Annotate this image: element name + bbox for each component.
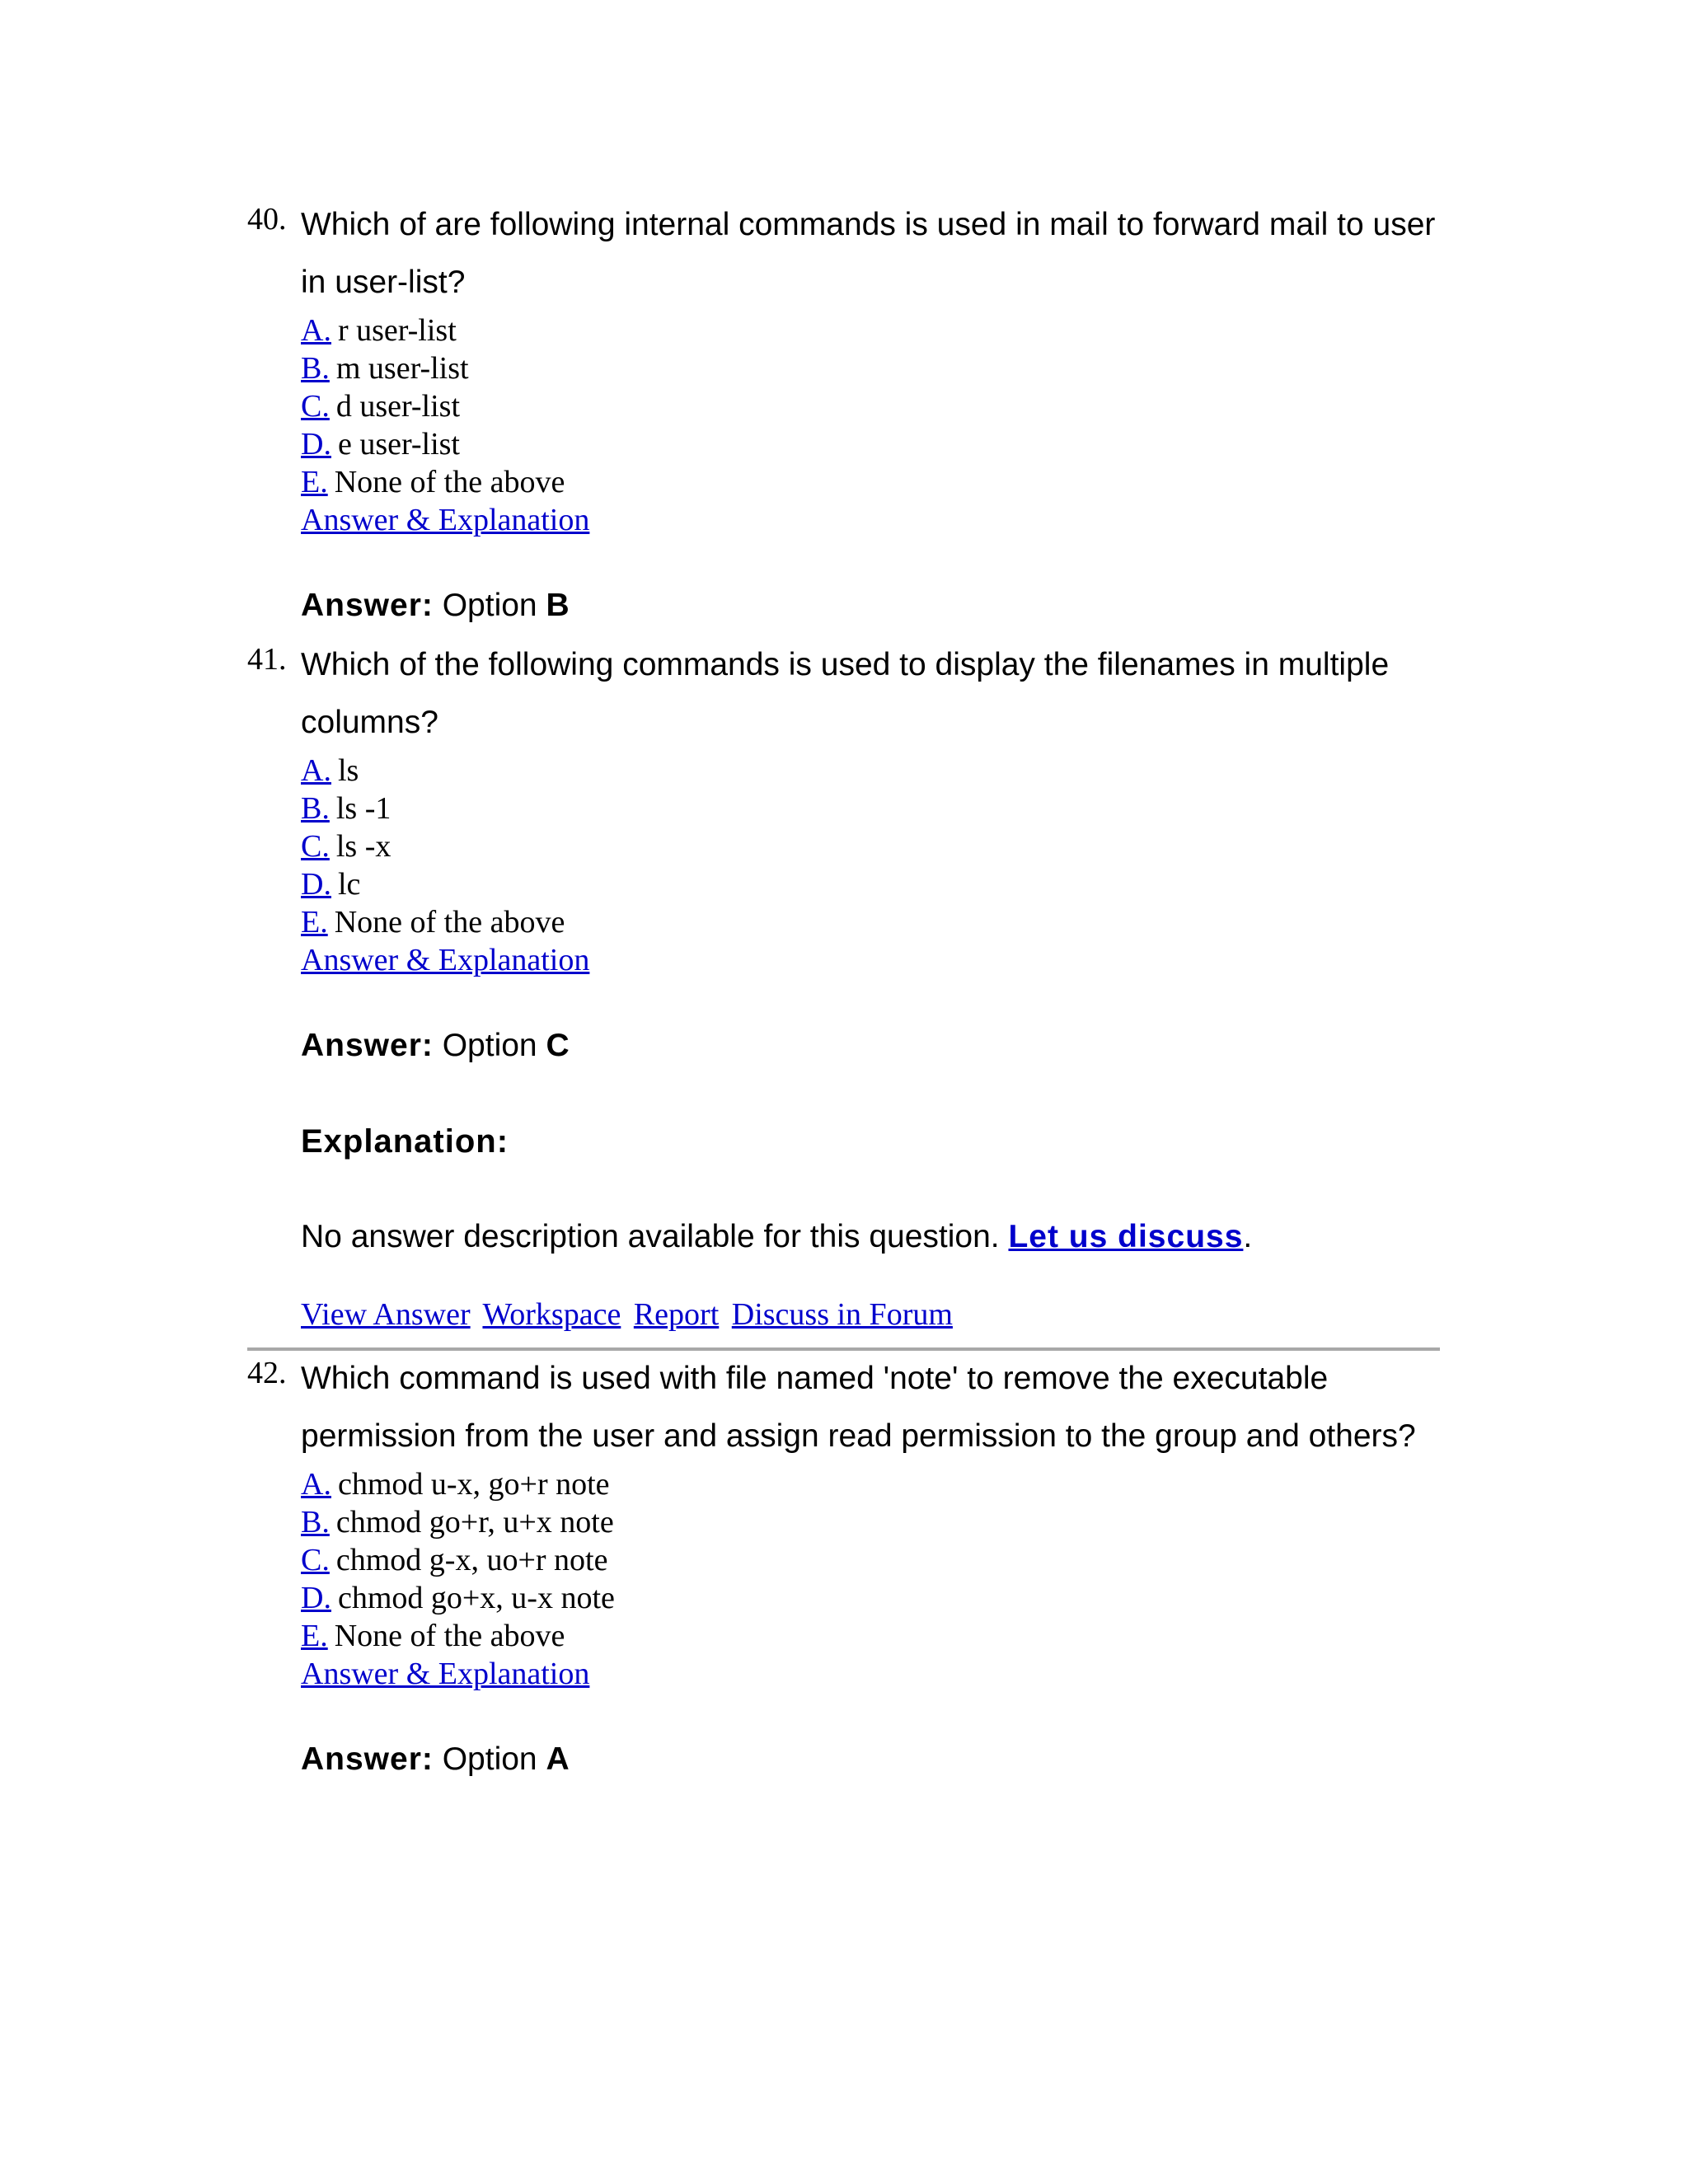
option-d-link[interactable]: D.: [301, 1581, 331, 1615]
option-text: None of the above: [334, 905, 565, 940]
explanation-text: [301, 1216, 1438, 1258]
option-a-link[interactable]: A.: [301, 753, 331, 788]
workspace-link[interactable]: Workspace: [482, 1297, 621, 1332]
question-text: Which of the following commands is used to display the filenames in multiple columns?: [301, 647, 1390, 740]
answer-explanation-row: [301, 941, 1438, 979]
option-b-link[interactable]: B.: [301, 791, 330, 826]
answer-line: [301, 1025, 1438, 1066]
question-text: Which of are following internal commands is used in mail to forward mail to user in user-list?: [301, 207, 1436, 300]
option-b: [301, 349, 1438, 387]
explanation-end: .: [1243, 1219, 1253, 1254]
view-answer-link[interactable]: View Answer: [301, 1297, 471, 1332]
answer-value: A: [546, 1741, 570, 1777]
option-c: [301, 827, 1438, 865]
option-e: [301, 463, 1438, 501]
report-link[interactable]: Report: [633, 1297, 720, 1332]
question-footer-links: [301, 1296, 1438, 1333]
options-list: [301, 1465, 1438, 1693]
option-text: None of the above: [334, 1619, 565, 1653]
answer-explanation-row: [301, 501, 1438, 539]
option-a: [301, 752, 1438, 790]
option-c-link[interactable]: C.: [301, 389, 330, 424]
option-d: [301, 425, 1438, 463]
question-block: [301, 1360, 1438, 1780]
option-d: [301, 1579, 1438, 1617]
answer-explanation-row: [301, 1655, 1438, 1693]
option-b-link[interactable]: B.: [301, 351, 330, 386]
let-us-discuss-link[interactable]: Let us discuss: [1008, 1219, 1244, 1254]
option-text: d user-list: [335, 389, 461, 424]
option-d-link[interactable]: D.: [301, 867, 331, 902]
answer-label: Answer:: [301, 1741, 434, 1777]
answer-prefix: Option: [442, 588, 537, 623]
answer-explanation-link[interactable]: Answer & Explanation: [301, 943, 590, 977]
option-text: ls -1: [335, 791, 392, 826]
option-c: [301, 1541, 1438, 1579]
answer-line: [301, 585, 1438, 626]
question-number: 40.: [247, 202, 287, 237]
option-text: lc: [337, 867, 361, 902]
option-text: r user-list: [337, 313, 457, 348]
option-text: ls: [337, 753, 359, 788]
option-b: [301, 1503, 1438, 1541]
options-list: [301, 752, 1438, 979]
option-text: m user-list: [335, 351, 469, 386]
option-e-link[interactable]: E.: [301, 465, 328, 499]
option-a-link[interactable]: A.: [301, 1467, 331, 1502]
option-b-link[interactable]: B.: [301, 1505, 330, 1540]
option-text: None of the above: [334, 465, 565, 499]
question-block: [301, 206, 1438, 626]
option-text: e user-list: [337, 427, 460, 462]
option-c-link[interactable]: C.: [301, 1543, 330, 1577]
answer-explanation-link[interactable]: Answer & Explanation: [301, 1657, 590, 1691]
answer-prefix: Option: [442, 1741, 537, 1777]
option-a: [301, 312, 1438, 349]
answer-explanation-link[interactable]: Answer & Explanation: [301, 503, 590, 537]
option-d: [301, 865, 1438, 903]
answer-line: [301, 1739, 1438, 1780]
question-number: 42.: [247, 1356, 287, 1390]
answer-label: Answer:: [301, 1028, 434, 1063]
option-text: chmod g-x, uo+r note: [335, 1543, 608, 1577]
option-e: [301, 903, 1438, 941]
option-a: [301, 1465, 1438, 1503]
option-text: chmod go+r, u+x note: [335, 1505, 614, 1540]
option-text: chmod go+x, u-x note: [337, 1581, 615, 1615]
option-d-link[interactable]: D.: [301, 427, 331, 462]
answer-prefix: Option: [442, 1028, 537, 1063]
option-c-link[interactable]: C.: [301, 829, 330, 864]
answer-label: Answer:: [301, 588, 434, 623]
option-text: ls -x: [335, 829, 392, 864]
option-c: [301, 387, 1438, 425]
answer-value: C: [546, 1028, 570, 1063]
discuss-in-forum-link[interactable]: Discuss in Forum: [731, 1297, 953, 1332]
option-a-link[interactable]: A.: [301, 313, 331, 348]
option-e-link[interactable]: E.: [301, 905, 328, 940]
option-b: [301, 790, 1438, 827]
explanation-heading: Explanation:: [301, 1123, 509, 1160]
question-number: 41.: [247, 642, 287, 677]
explanation-body: No answer description available for this question.: [301, 1219, 1000, 1254]
question-block: [301, 646, 1438, 1333]
question-text: Which command is used with file named 'note' to remove the executable permission from the user and assign read permission to the group and others?: [301, 1361, 1416, 1454]
answer-value: B: [546, 588, 570, 623]
options-list: [301, 312, 1438, 539]
option-text: chmod u-x, go+r note: [337, 1467, 610, 1502]
option-e-link[interactable]: E.: [301, 1619, 328, 1653]
option-e: [301, 1617, 1438, 1655]
